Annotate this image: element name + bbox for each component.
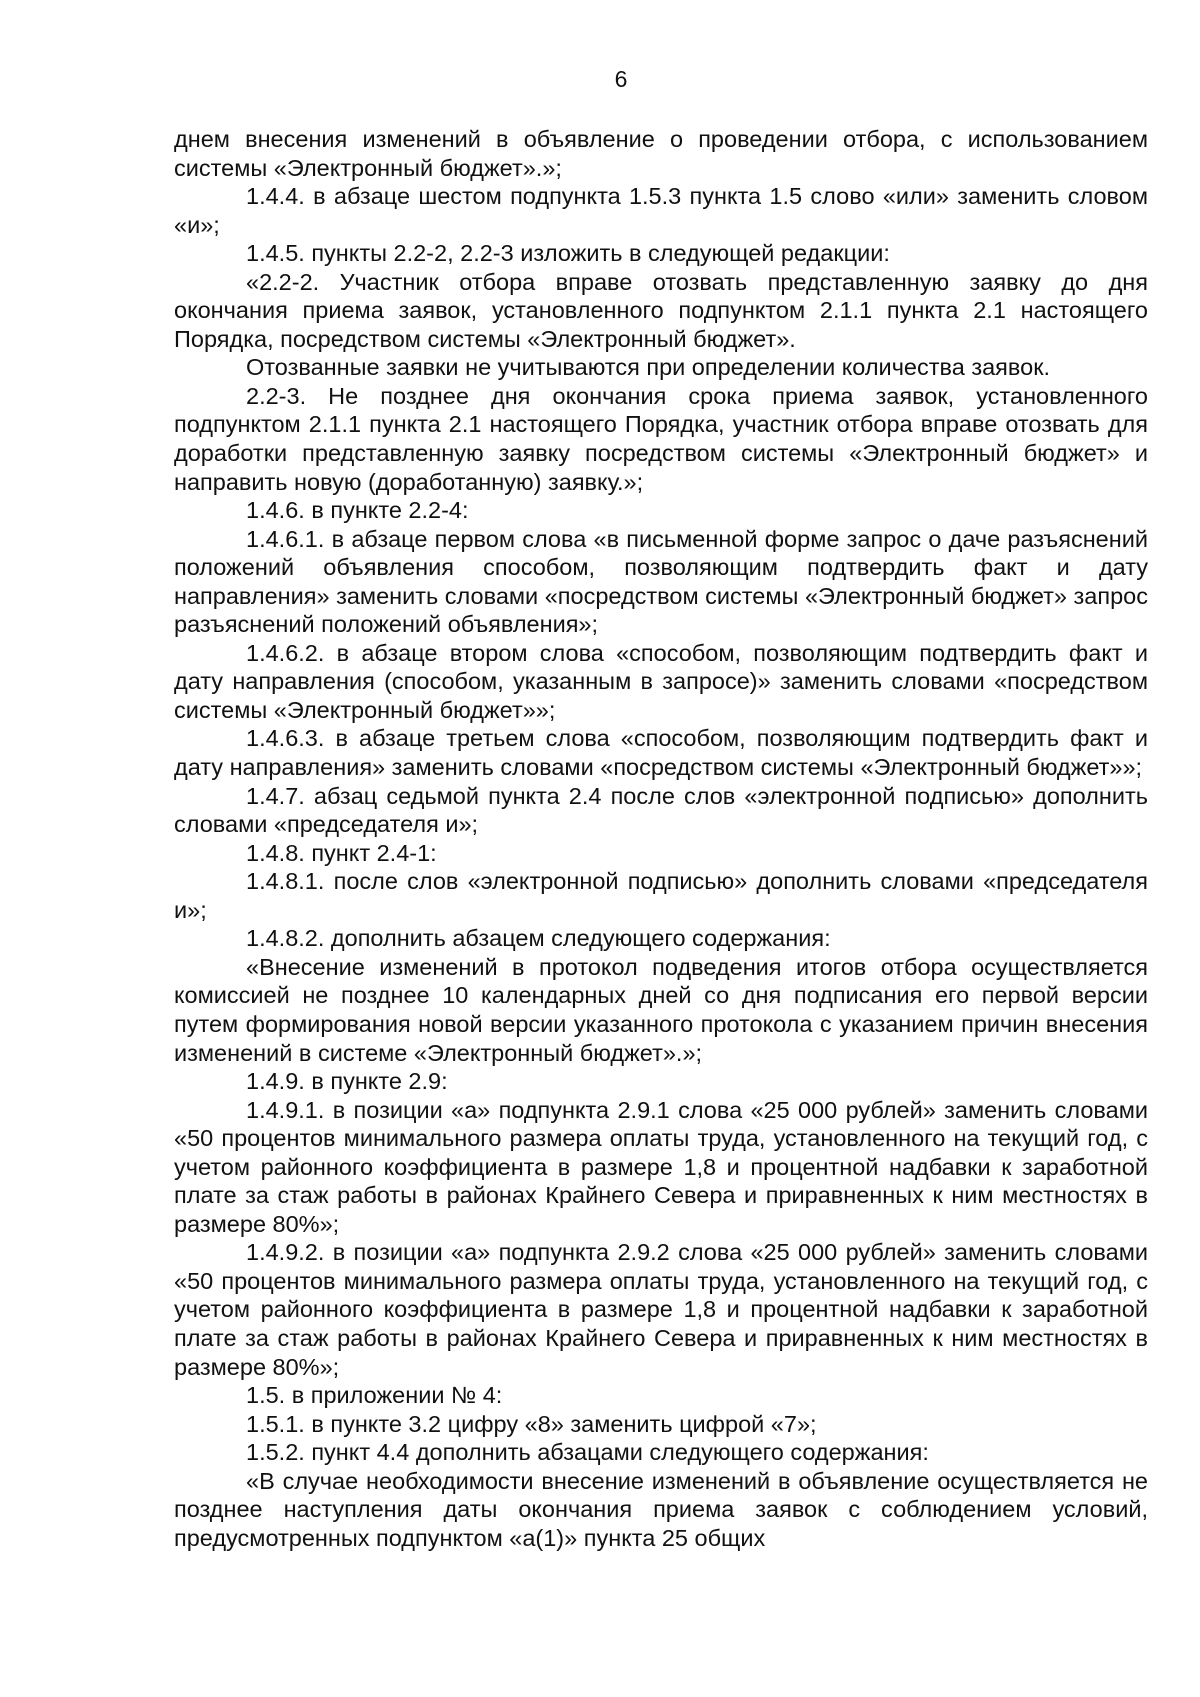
page-number: 6	[614, 66, 628, 92]
paragraph-continuation: днем внесения изменений в объявление о проведении отбора, с использованием системы «Электронный бюджет».»;	[174, 126, 1148, 181]
paragraph-1-4-6-2: 1.4.6.2. в абзаце втором слова «способом, позволяющим подтвердить факт и дату направления (способом, указанным в запросе)» заменить словами «посредством системы «Электронный бюджет»»;	[174, 639, 1148, 723]
paragraph-1-4-6-1: 1.4.6.1. в абзаце первом слова «в письменной форме запрос о даче разъяснений положений объявления способом, позволяющим подтвердить факт и дату направления» заменить словами «посредством системы «Электронный бюджет» запрос разъяснений положений объявления»;	[174, 525, 1148, 638]
paragraph-1-4-5: 1.4.5. пункты 2.2-2, 2.2-3 изложить в следующей редакции:	[246, 240, 890, 267]
paragraph-1-4-4: 1.4.4. в абзаце шестом подпункта 1.5.3 пункта 1.5 слово «или» заменить словом «и»;	[174, 183, 1148, 238]
paragraph-1-4-6-3: 1.4.6.3. в абзаце третьем слова «способом, позволяющим подтвердить факт и дату направления» заменить словами «посредством системы «Электронный бюджет»»;	[174, 725, 1148, 781]
paragraph-1-4-6: 1.4.6. в пункте 2.2-4:	[246, 497, 469, 524]
paragraph-1-5-1: 1.5.1. в пункте 3.2 цифру «8» заменить цифрой «7»;	[246, 1410, 817, 1437]
paragraph-1-5: 1.5. в приложении № 4:	[246, 1382, 503, 1409]
paragraph-1-4-8: 1.4.8. пункт 2.4-1:	[246, 839, 437, 866]
paragraph-1-4-8-2: 1.4.8.2. дополнить абзацем следующего содержания:	[246, 925, 831, 952]
document-body	[174, 125, 1148, 1552]
paragraph-1-4-8-1: 1.4.8.1. после слов «электронной подписью» дополнить словами «председателя и»;	[174, 868, 1148, 923]
paragraph-1-5-2: 1.5.2. пункт 4.4 дополнить абзацами следующего содержания:	[246, 1439, 929, 1466]
paragraph-1-4-9: 1.4.9. в пункте 2.9:	[246, 1068, 448, 1095]
paragraph-2-2-2: «2.2-2. Участник отбора вправе отозвать представленную заявку до дня окончания приема заявок, установленного подпунктом 2.1.1 пункта 2.1 настоящего Порядка, посредством системы «Электронный бюджет».	[174, 268, 1148, 352]
paragraph-2-2-3: 2.2-3. Не позднее дня окончания срока приема заявок, установленного подпунктом 2.1.1 пункта 2.1 настоящего Порядка, участник отбора вправе отозвать для доработки представленную заявку посредством системы «Электронный бюджет» и направить новую (доработанную) заявку.»;	[174, 382, 1148, 495]
paragraph-1-4-7: 1.4.7. абзац седьмой пункта 2.4 после слов «электронной подписью» дополнить словами «председателя и»;	[174, 782, 1148, 838]
paragraph-announcement-changes: «В случае необходимости внесение изменений в объявление осуществляется не позднее наступления даты окончания приема заявок с соблюдением условий, предусмотренных подпунктом «а(1)» пункта 25 общих	[174, 1467, 1148, 1551]
paragraph-1-4-9-2: 1.4.9.2. в позиции «а» подпункта 2.9.2 слова «25 000 рублей» заменить словами «50 процентов минимального размера оплаты труда, установленного на текущий год, с учетом районного коэффициента в размере 1,8 и процентной надбавки к заработной плате за стаж работы в районах Крайнего Севера и приравненных к ним местностях в размере 80%»;	[174, 1239, 1148, 1380]
paragraph-withdrawn-applications: Отозванные заявки не учитываются при определении количества заявок.	[246, 354, 1051, 381]
paragraph-protocol-changes: «Внесение изменений в протокол подведения итогов отбора осуществляется комиссией не позднее 10 календарных дней со дня подписания его первой версии путем формирования новой версии указанного протокола с указанием причин внесения изменений в системе «Электронный бюджет».»;	[174, 953, 1148, 1066]
paragraph-1-4-9-1: 1.4.9.1. в позиции «а» подпункта 2.9.1 слова «25 000 рублей» заменить словами «50 процентов минимального размера оплаты труда, установленного на текущий год, с учетом районного коэффициента в размере 1,8 и процентной надбавки к заработной плате за стаж работы в районах Крайнего Севера и приравненных к ним местностях в размере 80%»;	[174, 1096, 1148, 1237]
